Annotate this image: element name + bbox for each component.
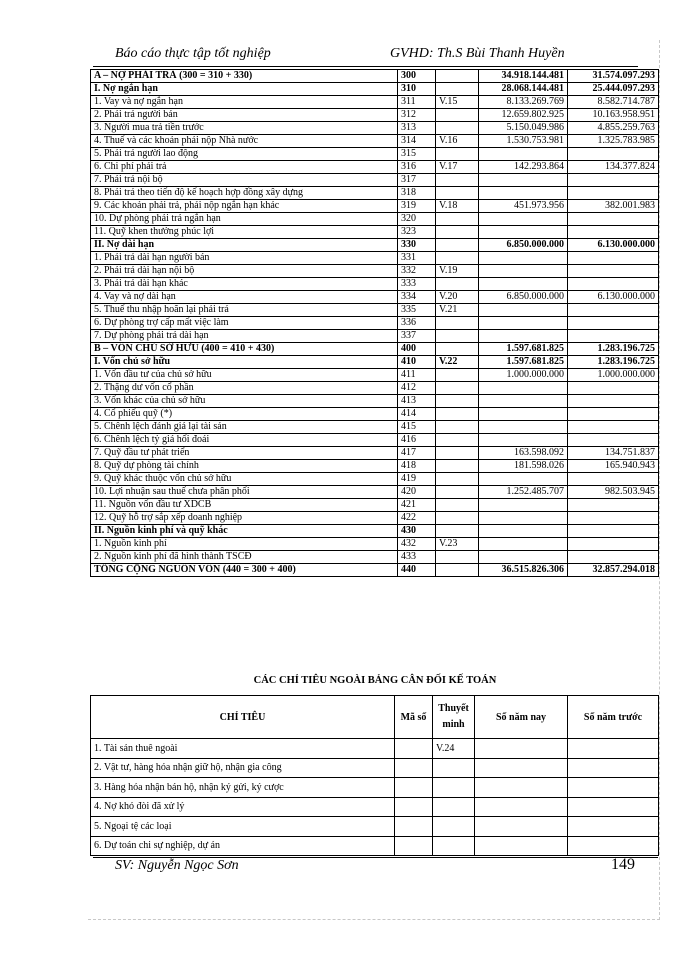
row-code: 332	[398, 265, 436, 278]
balance-row	[91, 161, 659, 174]
row-label: 2. Phải trả dài hạn nội bộ	[91, 265, 398, 278]
balance-row	[91, 278, 659, 291]
row-end-balance	[479, 330, 568, 343]
row-begin-balance	[568, 382, 659, 395]
row-code: 410	[398, 356, 436, 369]
row-label: 12. Quỹ hỗ trợ sắp xếp doanh nghiệp	[91, 512, 398, 525]
row-end-balance: 163.598.092	[479, 447, 568, 460]
row-note	[436, 564, 479, 577]
row-note	[436, 317, 479, 330]
row-label: 6. Chênh lệch tỷ giá hối đoái	[91, 434, 398, 447]
balance-row	[91, 148, 659, 161]
footer-author: SV: Nguyễn Ngọc Sơn	[115, 858, 239, 873]
row-code: 421	[398, 499, 436, 512]
offsheet-row-begin	[568, 836, 659, 856]
row-code: 316	[398, 161, 436, 174]
offsheet-header-begin: Số năm trước	[568, 696, 659, 739]
row-begin-balance: 10.163.958.951	[568, 109, 659, 122]
row-label: 11. Nguồn vốn đầu tư XDCB	[91, 499, 398, 512]
row-note	[436, 473, 479, 486]
row-code: 313	[398, 122, 436, 135]
header-report-title: Báo cáo thực tập tốt nghiệp	[115, 46, 271, 61]
balance-row	[91, 317, 659, 330]
row-code: 315	[398, 148, 436, 161]
row-note	[436, 434, 479, 447]
row-label: 5. Phải trả người lao động	[91, 148, 398, 161]
row-label: 1. Phải trả dài hạn người bán	[91, 252, 398, 265]
row-label: B – VỐN CHỦ SỞ HỮU (400 = 410 + 430)	[91, 343, 398, 356]
row-code: 336	[398, 317, 436, 330]
offsheet-header-item: CHỈ TIÊU	[91, 696, 395, 739]
row-begin-balance: 6.130.000.000	[568, 291, 659, 304]
balance-row	[91, 187, 659, 200]
offsheet-header-row	[91, 696, 659, 739]
offsheet-row	[91, 836, 659, 856]
row-end-balance	[479, 213, 568, 226]
row-end-balance	[479, 382, 568, 395]
row-code: 413	[398, 395, 436, 408]
row-end-balance: 36.515.826.306	[479, 564, 568, 577]
offsheet-row	[91, 817, 659, 837]
row-label: 7. Dự phòng phải trả dài hạn	[91, 330, 398, 343]
row-label: 9. Quỹ khác thuộc vốn chủ sở hữu	[91, 473, 398, 486]
offsheet-row-label: 4. Nợ khó đòi đã xử lý	[91, 797, 395, 817]
offsheet-row-code	[395, 739, 433, 759]
offsheet-row-end	[475, 758, 568, 778]
row-note	[436, 70, 479, 83]
row-end-balance: 1.000.000.000	[479, 369, 568, 382]
row-note: V.23	[436, 538, 479, 551]
balance-row	[91, 343, 659, 356]
balance-row	[91, 109, 659, 122]
balance-row	[91, 213, 659, 226]
row-code: 433	[398, 551, 436, 564]
row-label: 8. Phải trả theo tiến độ kế hoạch hợp đồng xây dựng	[91, 187, 398, 200]
row-begin-balance	[568, 473, 659, 486]
balance-sheet-body	[91, 70, 659, 577]
row-begin-balance: 6.130.000.000	[568, 239, 659, 252]
row-begin-balance: 134.377.824	[568, 161, 659, 174]
row-label: 3. Phải trả dài hạn khác	[91, 278, 398, 291]
row-begin-balance	[568, 213, 659, 226]
row-note	[436, 408, 479, 421]
row-begin-balance: 32.857.294.018	[568, 564, 659, 577]
row-begin-balance: 165.940.943	[568, 460, 659, 473]
row-code: 319	[398, 200, 436, 213]
row-end-balance: 181.598.026	[479, 460, 568, 473]
row-begin-balance	[568, 317, 659, 330]
row-begin-balance	[568, 421, 659, 434]
page-number: 149	[611, 856, 635, 873]
offsheet-row-note	[433, 797, 475, 817]
row-end-balance: 1.252.485.707	[479, 486, 568, 499]
row-label: 3. Người mua trả tiền trước	[91, 122, 398, 135]
offsheet-body	[91, 739, 659, 856]
row-begin-balance	[568, 551, 659, 564]
row-note	[436, 148, 479, 161]
row-end-balance	[479, 252, 568, 265]
balance-row	[91, 382, 659, 395]
row-end-balance: 34.918.144.481	[479, 70, 568, 83]
row-note: V.15	[436, 96, 479, 109]
balance-row	[91, 330, 659, 343]
row-label: 4. Vay và nợ dài hạn	[91, 291, 398, 304]
offsheet-row-end	[475, 739, 568, 759]
row-code: 419	[398, 473, 436, 486]
row-end-balance	[479, 434, 568, 447]
row-code: 422	[398, 512, 436, 525]
row-note	[436, 252, 479, 265]
row-begin-balance	[568, 252, 659, 265]
row-note	[436, 460, 479, 473]
balance-row	[91, 564, 659, 577]
row-label: 1. Vốn đầu tư của chủ sở hữu	[91, 369, 398, 382]
row-begin-balance: 134.751.837	[568, 447, 659, 460]
row-code: 440	[398, 564, 436, 577]
row-begin-balance: 8.582.714.787	[568, 96, 659, 109]
row-note	[436, 122, 479, 135]
row-code: 432	[398, 538, 436, 551]
offsheet-row-note	[433, 778, 475, 798]
offsheet-row-begin	[568, 758, 659, 778]
offsheet-row	[91, 797, 659, 817]
balance-row	[91, 408, 659, 421]
offsheet-row-begin	[568, 739, 659, 759]
row-begin-balance	[568, 330, 659, 343]
row-code: 334	[398, 291, 436, 304]
balance-row	[91, 265, 659, 278]
row-end-balance	[479, 512, 568, 525]
row-note	[436, 226, 479, 239]
row-code: 311	[398, 96, 436, 109]
row-note	[436, 83, 479, 96]
row-label: 11. Quỹ khen thưởng phúc lợi	[91, 226, 398, 239]
balance-row	[91, 486, 659, 499]
balance-row	[91, 122, 659, 135]
row-end-balance	[479, 226, 568, 239]
row-note	[436, 369, 479, 382]
offsheet-row-code	[395, 758, 433, 778]
row-note	[436, 174, 479, 187]
row-begin-balance	[568, 395, 659, 408]
row-note	[436, 551, 479, 564]
row-code: 412	[398, 382, 436, 395]
row-end-balance	[479, 499, 568, 512]
row-code: 318	[398, 187, 436, 200]
row-begin-balance	[568, 512, 659, 525]
row-label: 1. Vay và nợ ngắn hạn	[91, 96, 398, 109]
row-code: 331	[398, 252, 436, 265]
row-end-balance	[479, 265, 568, 278]
row-label: 10. Lợi nhuận sau thuế chưa phân phối	[91, 486, 398, 499]
offsheet-row-begin	[568, 817, 659, 837]
offsheet-row-end	[475, 797, 568, 817]
offsheet-row-end	[475, 817, 568, 837]
row-note: V.17	[436, 161, 479, 174]
offsheet-row-label: 5. Ngoại tệ các loại	[91, 817, 395, 837]
row-end-balance	[479, 174, 568, 187]
row-code: 430	[398, 525, 436, 538]
row-end-balance: 1.530.753.981	[479, 135, 568, 148]
page-header	[115, 46, 645, 66]
row-end-balance	[479, 395, 568, 408]
row-end-balance: 12.659.802.925	[479, 109, 568, 122]
offsheet-row-label: 6. Dự toán chi sự nghiệp, dự án	[91, 836, 395, 856]
row-begin-balance	[568, 434, 659, 447]
offsheet-row-note	[433, 836, 475, 856]
row-begin-balance: 1.325.783.985	[568, 135, 659, 148]
row-label: I. Vốn chủ sở hữu	[91, 356, 398, 369]
row-note	[436, 330, 479, 343]
balance-row	[91, 369, 659, 382]
row-end-balance: 142.293.864	[479, 161, 568, 174]
row-begin-balance: 382.001.983	[568, 200, 659, 213]
balance-row	[91, 525, 659, 538]
balance-row	[91, 551, 659, 564]
row-note	[436, 421, 479, 434]
balance-row	[91, 83, 659, 96]
row-note	[436, 499, 479, 512]
row-note	[436, 187, 479, 200]
balance-row	[91, 291, 659, 304]
row-note: V.22	[436, 356, 479, 369]
offsheet-row-code	[395, 778, 433, 798]
header-divider	[93, 66, 638, 67]
row-end-balance: 5.150.049.986	[479, 122, 568, 135]
row-note: V.19	[436, 265, 479, 278]
balance-row	[91, 356, 659, 369]
offsheet-row-label: 1. Tài sản thuê ngoài	[91, 739, 395, 759]
row-label: 7. Phải trả nội bộ	[91, 174, 398, 187]
offsheet-row-end	[475, 836, 568, 856]
row-end-balance	[479, 304, 568, 317]
row-note	[436, 343, 479, 356]
row-code: 320	[398, 213, 436, 226]
row-note	[436, 213, 479, 226]
balance-row	[91, 239, 659, 252]
row-end-balance: 1.597.681.825	[479, 356, 568, 369]
row-end-balance: 1.597.681.825	[479, 343, 568, 356]
balance-row	[91, 499, 659, 512]
row-label: 1. Nguồn kinh phí	[91, 538, 398, 551]
row-label: 10. Dự phòng phải trả ngắn hạn	[91, 213, 398, 226]
balance-row	[91, 395, 659, 408]
offsheet-row-label: 3. Hàng hóa nhận bán hộ, nhận ký gửi, ký cược	[91, 778, 395, 798]
row-code: 330	[398, 239, 436, 252]
balance-row	[91, 434, 659, 447]
row-begin-balance: 1.000.000.000	[568, 369, 659, 382]
balance-row	[91, 512, 659, 525]
row-end-balance: 6.850.000.000	[479, 239, 568, 252]
offsheet-header-note: Thuyết minh	[433, 696, 475, 739]
row-end-balance: 8.133.269.769	[479, 96, 568, 109]
row-note	[436, 278, 479, 291]
row-begin-balance: 1.283.196.725	[568, 356, 659, 369]
offsheet-row-label: 2. Vật tư, hàng hóa nhận giữ hộ, nhận gia công	[91, 758, 395, 778]
row-label: 3. Vốn khác của chủ sở hữu	[91, 395, 398, 408]
row-code: 420	[398, 486, 436, 499]
balance-row	[91, 538, 659, 551]
row-end-balance	[479, 525, 568, 538]
row-end-balance	[479, 473, 568, 486]
row-note	[436, 447, 479, 460]
balance-row	[91, 304, 659, 317]
row-code: 314	[398, 135, 436, 148]
offsheet-row	[91, 758, 659, 778]
row-code: 400	[398, 343, 436, 356]
row-code: 333	[398, 278, 436, 291]
row-code: 414	[398, 408, 436, 421]
row-label: 9. Các khoản phải trả, phải nộp ngắn hạn khác	[91, 200, 398, 213]
row-code: 323	[398, 226, 436, 239]
row-note	[436, 109, 479, 122]
balance-row	[91, 252, 659, 265]
row-label: 5. Thuế thu nhập hoãn lại phải trả	[91, 304, 398, 317]
row-end-balance	[479, 421, 568, 434]
offsheet-row	[91, 778, 659, 798]
row-code: 411	[398, 369, 436, 382]
row-label: II. Nợ dài hạn	[91, 239, 398, 252]
row-label: A – NỢ PHẢI TRẢ (300 = 310 + 330)	[91, 70, 398, 83]
row-code: 310	[398, 83, 436, 96]
row-note	[436, 525, 479, 538]
row-label: I. Nợ ngắn hạn	[91, 83, 398, 96]
balance-row	[91, 226, 659, 239]
row-end-balance	[479, 551, 568, 564]
row-begin-balance: 25.444.097.293	[568, 83, 659, 96]
row-begin-balance: 1.283.196.725	[568, 343, 659, 356]
row-code: 416	[398, 434, 436, 447]
row-begin-balance	[568, 265, 659, 278]
row-label: TỔNG CỘNG NGUỒN VỐN (440 = 300 + 400)	[91, 564, 398, 577]
row-begin-balance	[568, 499, 659, 512]
row-note	[436, 382, 479, 395]
row-label: 5. Chênh lệch đánh giá lại tài sản	[91, 421, 398, 434]
row-code: 415	[398, 421, 436, 434]
row-begin-balance	[568, 187, 659, 200]
row-note	[436, 239, 479, 252]
offsheet-row-begin	[568, 797, 659, 817]
row-end-balance	[479, 187, 568, 200]
row-label: 2. Nguồn kinh phí đã hình thành TSCĐ	[91, 551, 398, 564]
balance-row	[91, 96, 659, 109]
row-begin-balance	[568, 174, 659, 187]
row-label: 4. Thuế và các khoản phải nộp Nhà nước	[91, 135, 398, 148]
balance-row	[91, 135, 659, 148]
row-begin-balance	[568, 304, 659, 317]
row-end-balance	[479, 317, 568, 330]
row-begin-balance	[568, 525, 659, 538]
header-advisor: GVHD: Th.S Bùi Thanh Huyền	[390, 46, 565, 61]
row-begin-balance	[568, 148, 659, 161]
row-end-balance	[479, 408, 568, 421]
row-end-balance	[479, 538, 568, 551]
row-note: V.21	[436, 304, 479, 317]
offsheet-row-note	[433, 758, 475, 778]
row-note: V.20	[436, 291, 479, 304]
row-label: 2. Phải trả người bán	[91, 109, 398, 122]
offsheet-row	[91, 739, 659, 759]
row-label: 4. Cổ phiếu quỹ (*)	[91, 408, 398, 421]
row-label: 6. Chi phí phải trả	[91, 161, 398, 174]
balance-row	[91, 174, 659, 187]
offsheet-header-end: Số năm nay	[475, 696, 568, 739]
row-end-balance	[479, 148, 568, 161]
row-begin-balance: 4.855.259.763	[568, 122, 659, 135]
row-begin-balance: 31.574.097.293	[568, 70, 659, 83]
balance-row	[91, 473, 659, 486]
row-label: 6. Dự phòng trợ cấp mất việc làm	[91, 317, 398, 330]
offsheet-row-begin	[568, 778, 659, 798]
offsheet-row-code	[395, 817, 433, 837]
balance-row	[91, 70, 659, 83]
row-label: II. Nguồn kinh phí và quỹ khác	[91, 525, 398, 538]
row-code: 337	[398, 330, 436, 343]
offsheet-row-code	[395, 797, 433, 817]
row-begin-balance	[568, 408, 659, 421]
offsheet-row-note: V.24	[433, 739, 475, 759]
offsheet-header-code: Mã số	[395, 696, 433, 739]
row-begin-balance: 982.503.945	[568, 486, 659, 499]
balance-row	[91, 460, 659, 473]
row-begin-balance	[568, 226, 659, 239]
row-end-balance: 6.850.000.000	[479, 291, 568, 304]
offsheet-row-note	[433, 817, 475, 837]
row-note: V.16	[436, 135, 479, 148]
row-code: 417	[398, 447, 436, 460]
row-code: 335	[398, 304, 436, 317]
row-code: 317	[398, 174, 436, 187]
row-end-balance: 451.973.956	[479, 200, 568, 213]
row-code: 418	[398, 460, 436, 473]
balance-row	[91, 421, 659, 434]
row-note	[436, 395, 479, 408]
row-label: 8. Quỹ dự phòng tài chính	[91, 460, 398, 473]
row-label: 7. Quỹ đầu tư phát triển	[91, 447, 398, 460]
row-note	[436, 486, 479, 499]
row-end-balance: 28.068.144.481	[479, 83, 568, 96]
row-label: 2. Thặng dư vốn cổ phần	[91, 382, 398, 395]
row-note: V.18	[436, 200, 479, 213]
row-code: 312	[398, 109, 436, 122]
balance-row	[91, 200, 659, 213]
row-begin-balance	[568, 538, 659, 551]
offsheet-title: CÁC CHỈ TIÊU NGOÀI BẢNG CÂN ĐỐI KẾ TOÁN	[253, 675, 497, 686]
offsheet-row-end	[475, 778, 568, 798]
row-note	[436, 512, 479, 525]
row-code: 300	[398, 70, 436, 83]
balance-sheet-table	[90, 69, 659, 577]
offsheet-row-code	[395, 836, 433, 856]
balance-row	[91, 447, 659, 460]
row-end-balance	[479, 278, 568, 291]
offsheet-table	[90, 695, 659, 856]
row-begin-balance	[568, 278, 659, 291]
